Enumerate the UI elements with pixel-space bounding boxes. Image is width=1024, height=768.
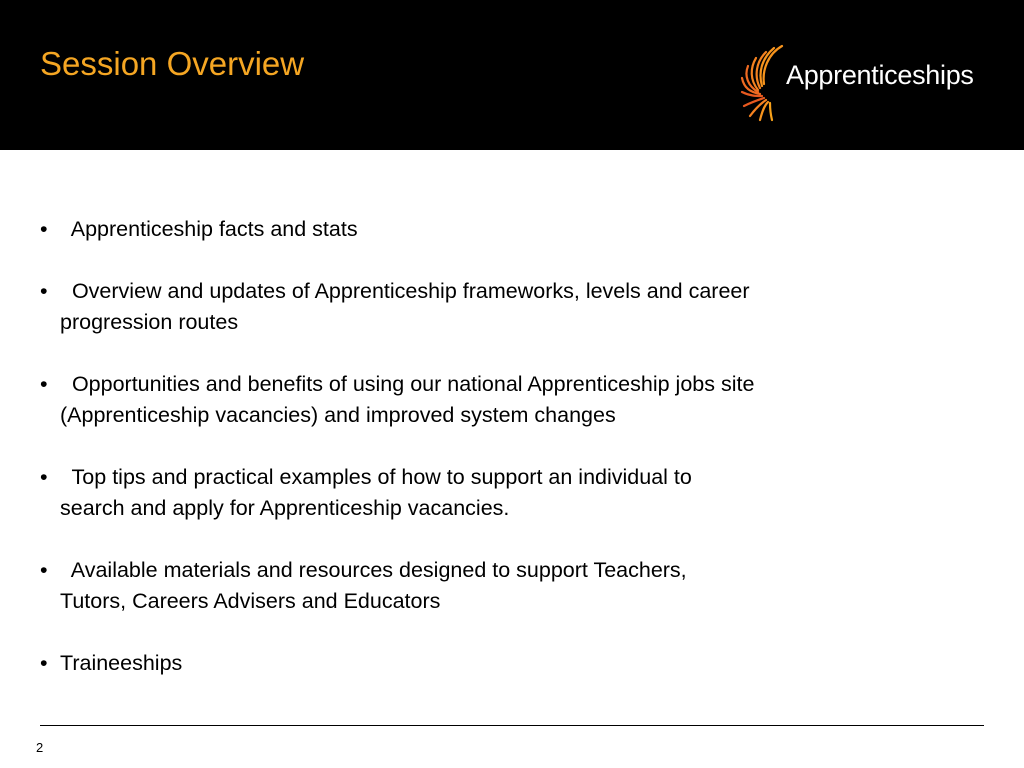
- page-number: 2: [36, 740, 44, 755]
- brand-name: Apprenticeships: [786, 60, 974, 90]
- list-item: [40, 369, 940, 431]
- bullet-list: [40, 214, 940, 710]
- bullet-symbol: •: [40, 651, 48, 675]
- slide-header: [0, 0, 1024, 150]
- list-item: [40, 276, 940, 338]
- list-item: [40, 214, 940, 245]
- bullet-symbol: •: [40, 558, 48, 582]
- list-item: [40, 462, 940, 524]
- bullet-symbol: •: [40, 217, 48, 241]
- list-item: [40, 555, 940, 617]
- bullet-symbol: •: [40, 372, 48, 396]
- bullet-symbol: •: [40, 279, 48, 303]
- bullet-text: Available materials and resources designed to support Teachers, Tutors, Careers Advisers and Educators: [60, 558, 687, 613]
- bullet-text: Apprenticeship facts and stats: [60, 217, 358, 241]
- footer-divider: [40, 725, 984, 726]
- bullet-text: Overview and updates of Apprenticeship frameworks, levels and career progression routes: [60, 279, 750, 334]
- bullet-text: Opportunities and benefits of using our national Apprenticeship jobs site (Apprenticeship vacancies) and improved system changes: [60, 372, 755, 427]
- apprenticeships-logo: [738, 40, 998, 122]
- bullet-text: Top tips and practical examples of how to support an individual to search and apply for Apprenticeship vacancies.: [60, 465, 692, 520]
- bullet-text: Traineeships: [60, 651, 183, 675]
- page-title: Session Overview: [40, 45, 305, 82]
- list-item: [40, 648, 940, 679]
- bullet-symbol: •: [40, 465, 48, 489]
